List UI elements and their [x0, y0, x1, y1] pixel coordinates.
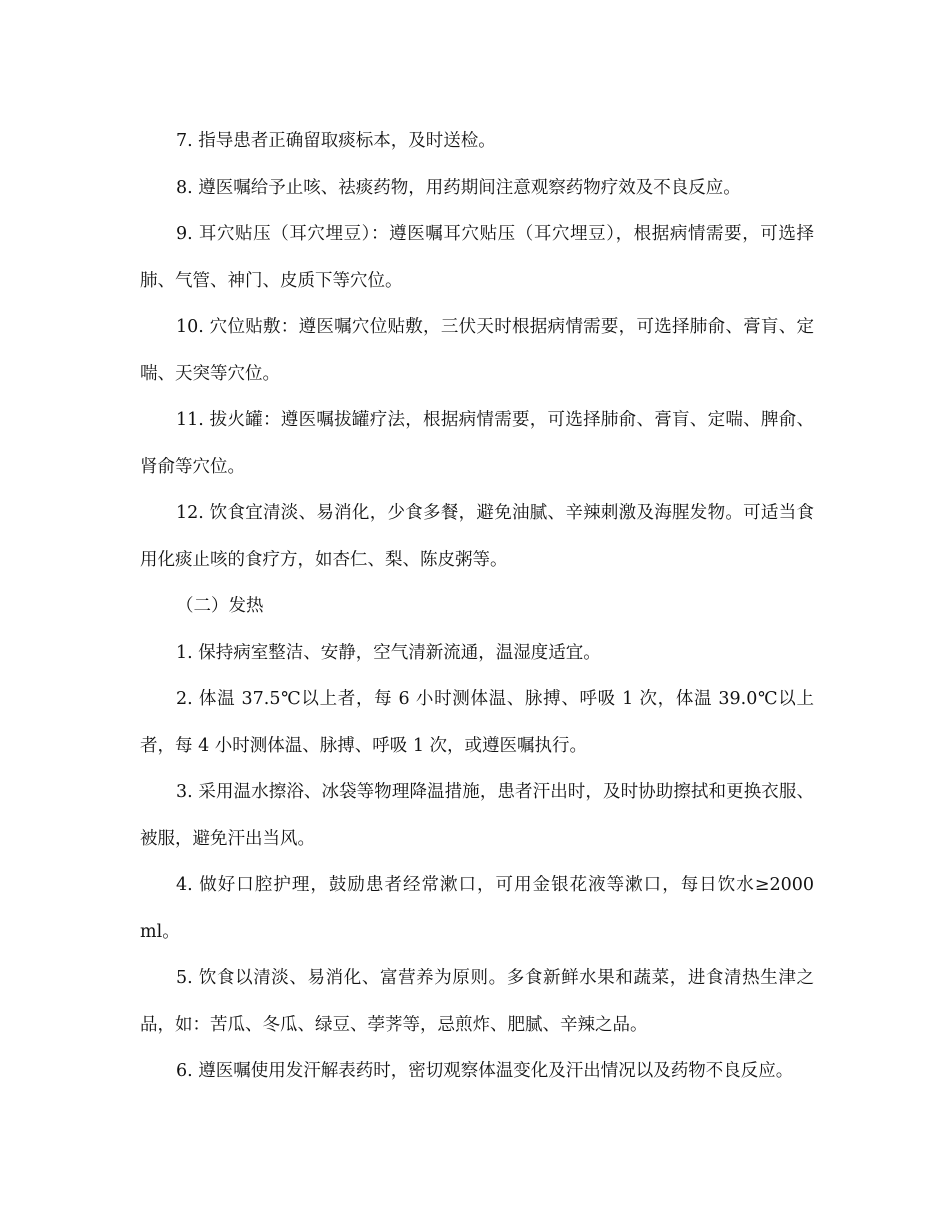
paragraph-item-7: 7. 指导患者正确留取痰标本，及时送检。	[176, 131, 496, 151]
paragraph-item-8: 8. 遵医嘱给予止咳、祛痰药物，用药期间注意观察药物疗效及不良反应。	[176, 177, 741, 198]
paragraph-item-10: 10. 穴位贴敷：遵医嘱穴位贴敷，三伏天时根据病情需要，可选择肺俞、膏肓、定喘、天突等穴位。	[140, 317, 814, 384]
paragraph-item-9: 9. 耳穴贴压（耳穴埋豆）：遵医嘱耳穴贴压（耳穴埋豆），根据病情需要，可选择肺、气管、神门、皮质下等穴位。	[140, 224, 814, 291]
fever-item-5: 5. 饮食以清淡、易消化、富营养为原则。多食新鲜水果和蔬菜，进食清热生津之品，如：苦瓜、冬瓜、绿豆、荸荠等，忌煎炸、肥腻、辛辣之品。	[140, 968, 814, 1035]
paragraph-item-12: 12. 饮食宜清淡、易消化，少食多餐，避免油腻、辛辣刺激及海腥发物。可适当食用化痰止咳的食疗方，如杏仁、梨、陈皮粥等。	[140, 503, 814, 570]
fever-item-3: 3. 采用温水擦浴、冰袋等物理降温措施，患者汗出时，及时协助擦拭和更换衣服、被服，避免汗出当风。	[140, 782, 814, 849]
fever-item-6: 6. 遵医嘱使用发汗解表药时，密切观察体温变化及汗出情况以及药物不良反应。	[176, 1061, 794, 1081]
section-heading-fever: （二）发热	[176, 596, 264, 616]
fever-item-4: 4. 做好口腔护理，鼓励患者经常漱口，可用金银花液等漱口，每日饮水≥2000 ml。	[140, 875, 814, 942]
paragraph-item-11: 11. 拔火罐：遵医嘱拔罐疗法，根据病情需要，可选择肺俞、膏肓、定喘、脾俞、肾俞等穴位。	[140, 410, 814, 477]
fever-item-1: 1. 保持病室整洁、安静，空气清新流通，温湿度适宜。	[176, 642, 601, 663]
document-page	[140, 118, 814, 1095]
fever-item-2: 2. 体温 37.5℃以上者，每 6 小时测体温、脉搏、呼吸 1 次，体温 39.0℃以上者，每 4 小时测体温、脉搏、呼吸 1 次，或遵医嘱执行。	[140, 689, 814, 756]
